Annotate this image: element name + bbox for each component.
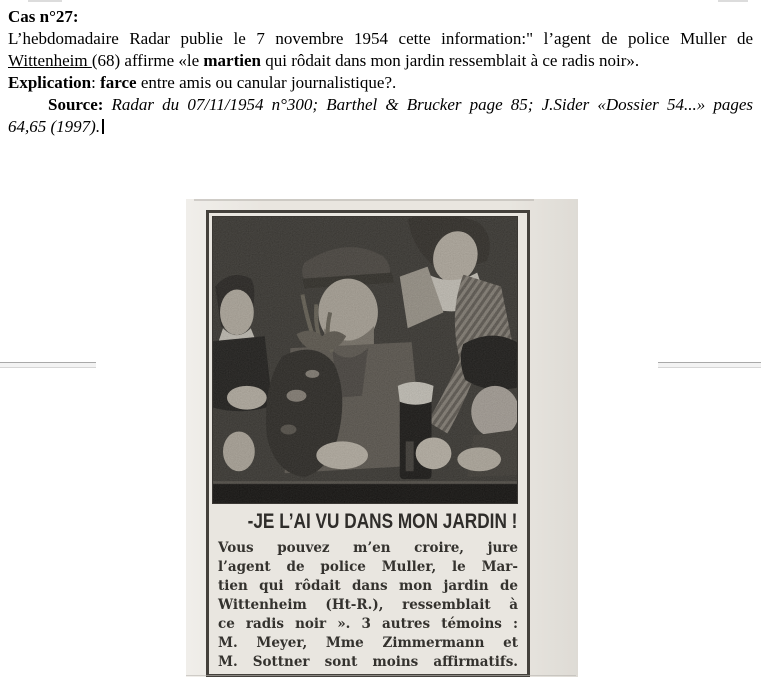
explanation-line[interactable]: [8, 72, 753, 94]
caption-line: M. Sottner sont moins affirmatifs.: [218, 654, 518, 670]
newspaper-clipping-image[interactable]: [186, 199, 578, 677]
text-cursor: [102, 119, 104, 134]
caption-line: tien qui rôdait dans mon jardin de: [218, 578, 518, 594]
source-reference-2: 64,65 (1997).: [8, 117, 101, 136]
case-title[interactable]: Cas n°27:: [8, 7, 79, 26]
caption-line: M. Meyer, Mme Zimmermann et: [218, 635, 518, 651]
horizontal-rule-left: [0, 362, 96, 368]
explanation-separator: :: [91, 73, 101, 92]
caption-line: Wittenheim (Ht-R.), ressemblait à: [218, 597, 518, 613]
scan-smudge: [718, 0, 748, 2]
caption-line: Vous pouvez m’en croire, jure: [218, 540, 518, 556]
source-reference-1: Radar du 07/11/1954 n°300; Barthel & Brucker page 85; J.Sider «Dossier 54...» pages: [103, 95, 753, 114]
underlined-place-name: Wittenheim: [8, 51, 92, 70]
explanation-rest: entre amis ou canular journalistique?.: [136, 73, 397, 92]
paragraph-line-2[interactable]: [8, 50, 753, 72]
caption-line: ce radis noir ». 3 autres témoins :: [218, 616, 518, 632]
caption-line: l’agent de police Muller, le Mar-: [218, 559, 518, 575]
explanation-label: Explication: [8, 73, 92, 92]
newspaper-photo: [212, 216, 518, 504]
paragraph-line-1[interactable]: L’hebdomadaire Radar publie le 7 novembre 1954 cette information:" l’agent de police Muller de: [8, 29, 753, 48]
bold-word-farce: farce: [100, 73, 137, 92]
scan-smudge: [28, 0, 62, 2]
document-text-block[interactable]: [8, 6, 753, 138]
caption-headline: -JE L’AI VU DANS MON JARDIN !: [247, 510, 518, 533]
source-label: Source:: [48, 95, 104, 114]
bold-word-martien: martien: [203, 51, 261, 70]
source-line-1[interactable]: [8, 94, 753, 116]
source-line-2[interactable]: [8, 116, 753, 138]
caption-body: [218, 539, 518, 672]
paragraph-line-2-mid: (68) affirme «le: [91, 51, 204, 70]
horizontal-rule-right: [658, 362, 761, 368]
paragraph-line-2-rest: qui rôdait dans mon jardin ressemblait à ce radis noir».: [260, 51, 640, 70]
clipping-printed-frame: [206, 210, 530, 677]
clipping-caption: [212, 504, 524, 672]
